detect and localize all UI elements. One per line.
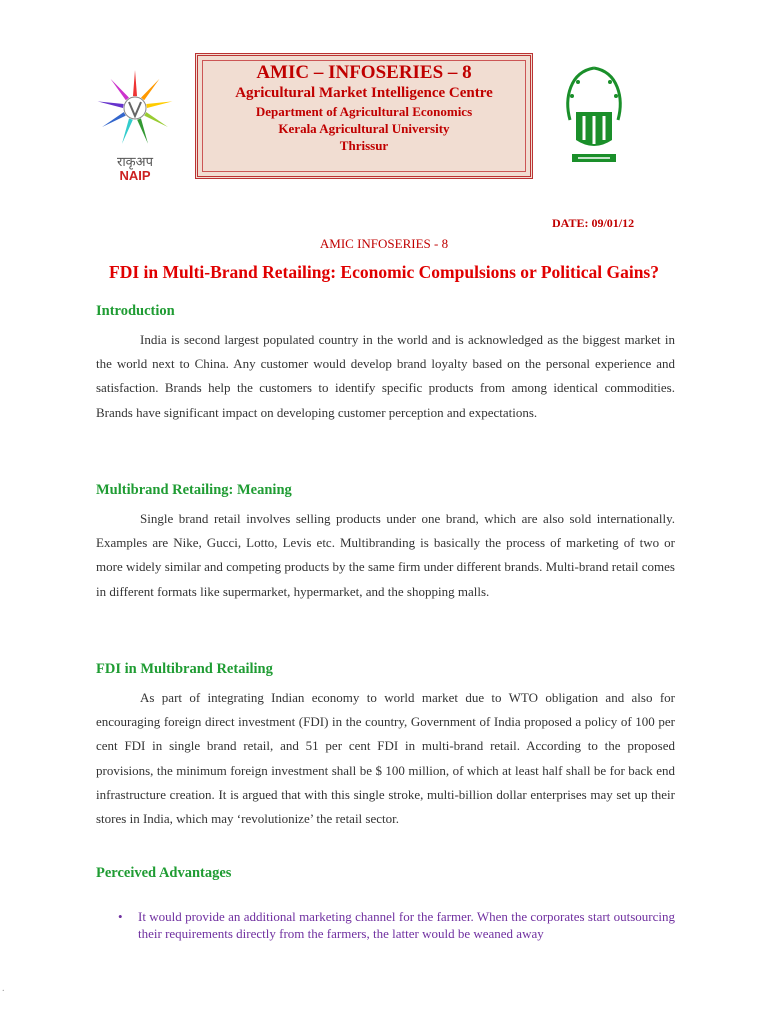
meaning-text: Single brand retail involves selling products under one brand, which are also sold internationally. Examples are Nike, Gucci, Lotto, Levis etc. Multibranding is basically the process of marketing of two or more widely similar and competing products by the same firm under different brands. Multi-brand retail comes in different formats like supermarket, hypermarket, and the shopping malls. [96,511,675,599]
page-edge-mark: . [2,983,5,994]
fdi-heading: FDI in Multibrand Retailing [96,661,273,677]
series-label: AMIC INFOSERIES - 8 [319,236,449,251]
meaning-paragraph [96,507,675,604]
naip-ray [144,112,168,127]
introduction-paragraph [96,328,675,425]
naip-ray [133,70,137,96]
meaning-heading: Multibrand Retailing: Meaning [96,482,292,498]
list-item [118,908,675,942]
naip-label: NAIP [119,168,151,183]
naip-logo [94,64,176,184]
naip-star-icon [94,64,176,156]
advantage-text: It would provide an additional marketing channel for the farmer. When the corporates start outsourcing their requirements directly from the farmers, the latter would be weaned away [138,909,675,941]
naip-ray [137,118,148,143]
naip-ray [141,79,159,100]
header-banner [195,53,533,179]
naip-ray [146,101,172,108]
city-name: Thrissur [339,138,389,153]
infoseries-title: AMIC – INFOSERIES – 8 [256,62,472,83]
university-name: Kerala Agricultural University [278,121,450,136]
naip-ray [122,118,133,143]
naip-ray [111,79,129,100]
centre-name: Agricultural Market Intelligence Centre [235,85,493,101]
document-date: DATE: 09/01/12 [552,216,635,230]
fdi-paragraph [96,686,675,831]
bullet-icon: • [118,909,123,924]
kau-emblem-icon [558,62,630,172]
document-title: FDI in Multi-Brand Retailing: Economic Compulsions or Political Gains? [109,262,659,282]
naip-hindi-text: राकृअप [117,154,153,169]
naip-ray [102,112,126,127]
introduction-text: India is second largest populated country in the world and is acknowledged as the biggest market in the world next to China. Any customer would develop brand loyalty based on the personal experience and satisfaction. Brands help the customers to identify specific products from among identical commodities. Brands have significant impact on developing customer perception and expectations. [96,332,675,420]
kau-logo [558,62,630,172]
fdi-text: As part of integrating Indian economy to world market due to WTO obligation and also for encouraging foreign direct investment (FDI) in the country, Government of India proposed a policy of 100 per cent FDI in single brand retail, and 51 per cent FDI in multi-brand retail. According to the proposed provisions, the minimum foreign investment shall be $ 100 million, of which at least half shall be for back end infrastructure creation. It is argued that with this single stroke, multi-billion dollar enterprises may set up their stores in India, which may ‘revolutionize’ the retail sector. [96,690,675,827]
advantages-list [118,908,675,942]
introduction-heading: Introduction [96,303,175,319]
advantages-heading: Perceived Advantages [96,865,232,881]
naip-ray [98,101,124,108]
department-name: Department of Agricultural Economics [255,104,473,119]
